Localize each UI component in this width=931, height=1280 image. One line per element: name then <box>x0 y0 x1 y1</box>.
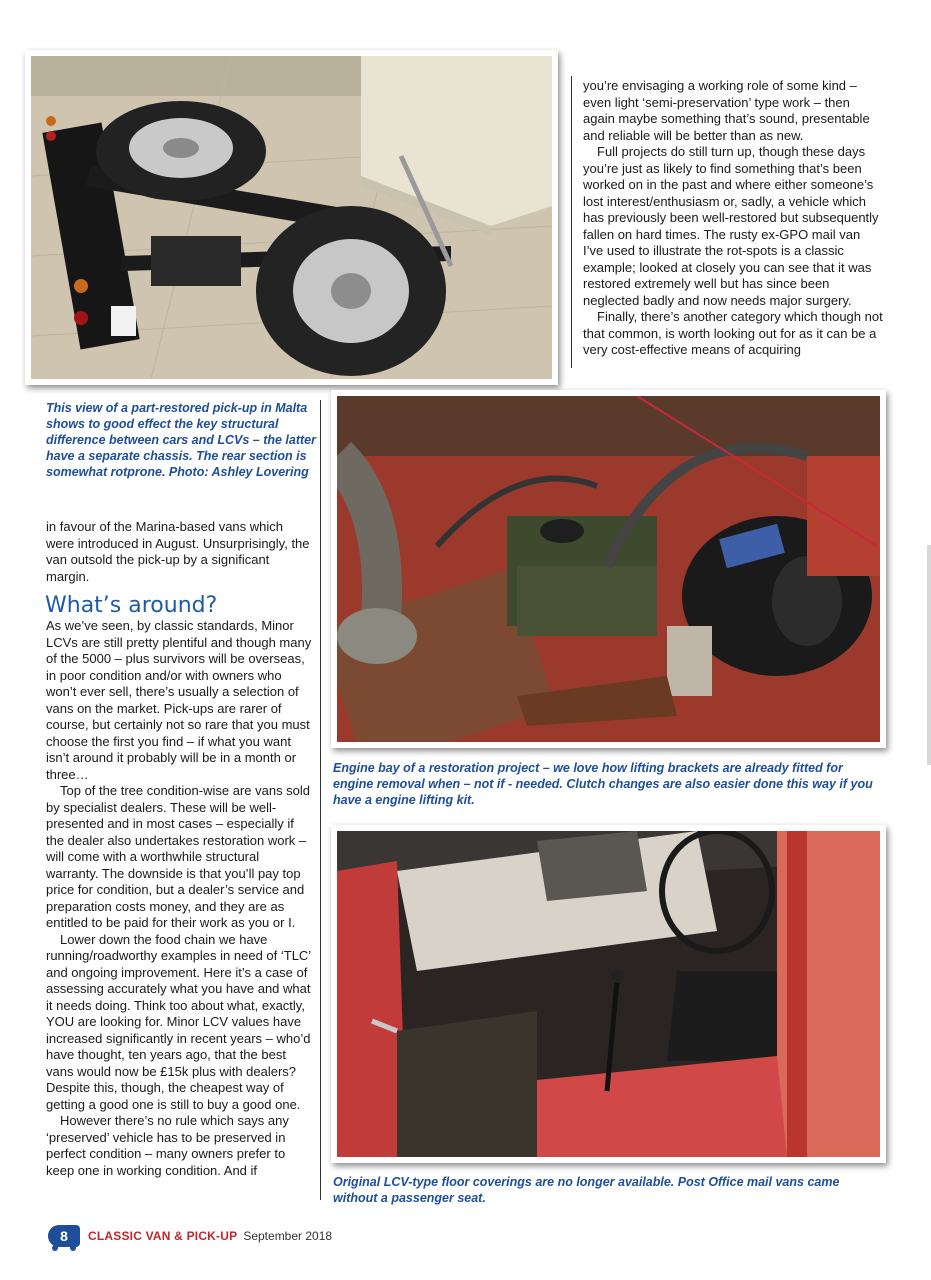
left-intro <box>46 519 312 585</box>
engine-caption: Engine bay of a restoration project – we love how lifting brackets are already fitted for engine removal when – not if - needed. Clutch changes are also easier done this way if you have a engine lifting kit. <box>333 761 873 807</box>
page-edge-tab <box>927 545 931 765</box>
issue-date: September 2018 <box>243 1229 333 1243</box>
paragraph: Finally, there’s another category which though not that common, is worth looking out for as it can be a very cost-effective means of acquiring <box>583 309 883 357</box>
paragraph: Full projects do still turn up, though these days you’re just as likely to find something that’s been worked on in the past and where either someone’s lost interest/enthusiasm or, sadly, a vehicle which has previously been well-restored but subsequently fallen on hard times. The rusty ex-GPO mail van I’ve used to illustrate the rot-spots is a classic example; looked at closely you can see that it was restored extremely well but has since been neglected badly and now needs major surgery. <box>583 144 879 308</box>
floor-caption: Original LCV-type floor coverings are no longer available. Post Office mail vans came without a passenger seat. <box>333 1175 840 1205</box>
paragraph: However there’s no rule which says any ‘preserved’ vehicle has to be preserved in perfect condition – many owners prefer to keep one in working condition. And if <box>46 1113 289 1178</box>
cab-interior-image <box>337 831 880 1157</box>
left-column <box>46 618 312 1179</box>
column-rule-top <box>571 76 572 368</box>
cab-interior-photo <box>331 825 886 1163</box>
column-rule-left <box>320 400 321 1200</box>
page-number: 8 <box>48 1225 80 1247</box>
magazine-title: CLASSIC VAN & PICK-UP <box>88 1229 238 1243</box>
chassis-photo-image <box>31 56 552 379</box>
paragraph: you’re envisaging a working role of some kind – even light ‘semi-preservation’ type work – then again maybe something that’s sound, presentable and reliable will be better than as new. <box>583 78 870 143</box>
paragraph: Lower down the food chain we have running/roadworthy examples in need of ‘TLC’ and ongoing improvement. Here it’s a case of assessing accurately what you have and what it needs doing. Think too about what, exactly, YOU are looking for. Minor LCV values have increased significantly in recent years – who’d have thought, ten years ago, that the best vans would now be £15k plus with dealers? Despite this, though, the cheapest way of getting a good one is still to buy a good one. <box>46 931 311 1112</box>
paragraph: As we’ve seen, by classic standards, Minor LCVs are still pretty plentiful and though many of the 5000 – plus survivors will be overseas, in poor condition and/or with owners who won’t ever sell, there’s usually a selection of vans on the market. Pick-ups are rarer of course, but certainly not so rare that you must choose the first you find – if what you want isn’t around it probably will be in a month or three… <box>46 618 312 782</box>
engine-bay-image <box>337 396 880 742</box>
chassis-caption: This view of a part-restored pick-up in Malta shows to good effect the key structural difference between cars and LCVs – the latter have a separate chassis. The rear section is somewhat rotprone. Photo: Ashley Lovering <box>46 401 317 479</box>
page-footer <box>48 1224 332 1248</box>
top-right-column <box>583 78 883 359</box>
section-heading: What’s around? <box>45 593 218 618</box>
paragraph: Top of the tree condition-wise are vans sold by specialist dealers. These will be well-presented and in most cases – especially if the dealer also undertakes restoration work – will come with a worthwhile structural warranty. The downside is that you’ll pay top price for condition, but a dealer’s service and preparation costs money, and they are as entitled to be paid for their work as you or I. <box>46 783 311 930</box>
paragraph: in favour of the Marina-based vans which were introduced in August. Unsurprisingly, the van outsold the pick-up by a significant margin. <box>46 519 310 584</box>
engine-bay-photo <box>331 390 886 748</box>
chassis-photo <box>25 50 558 385</box>
